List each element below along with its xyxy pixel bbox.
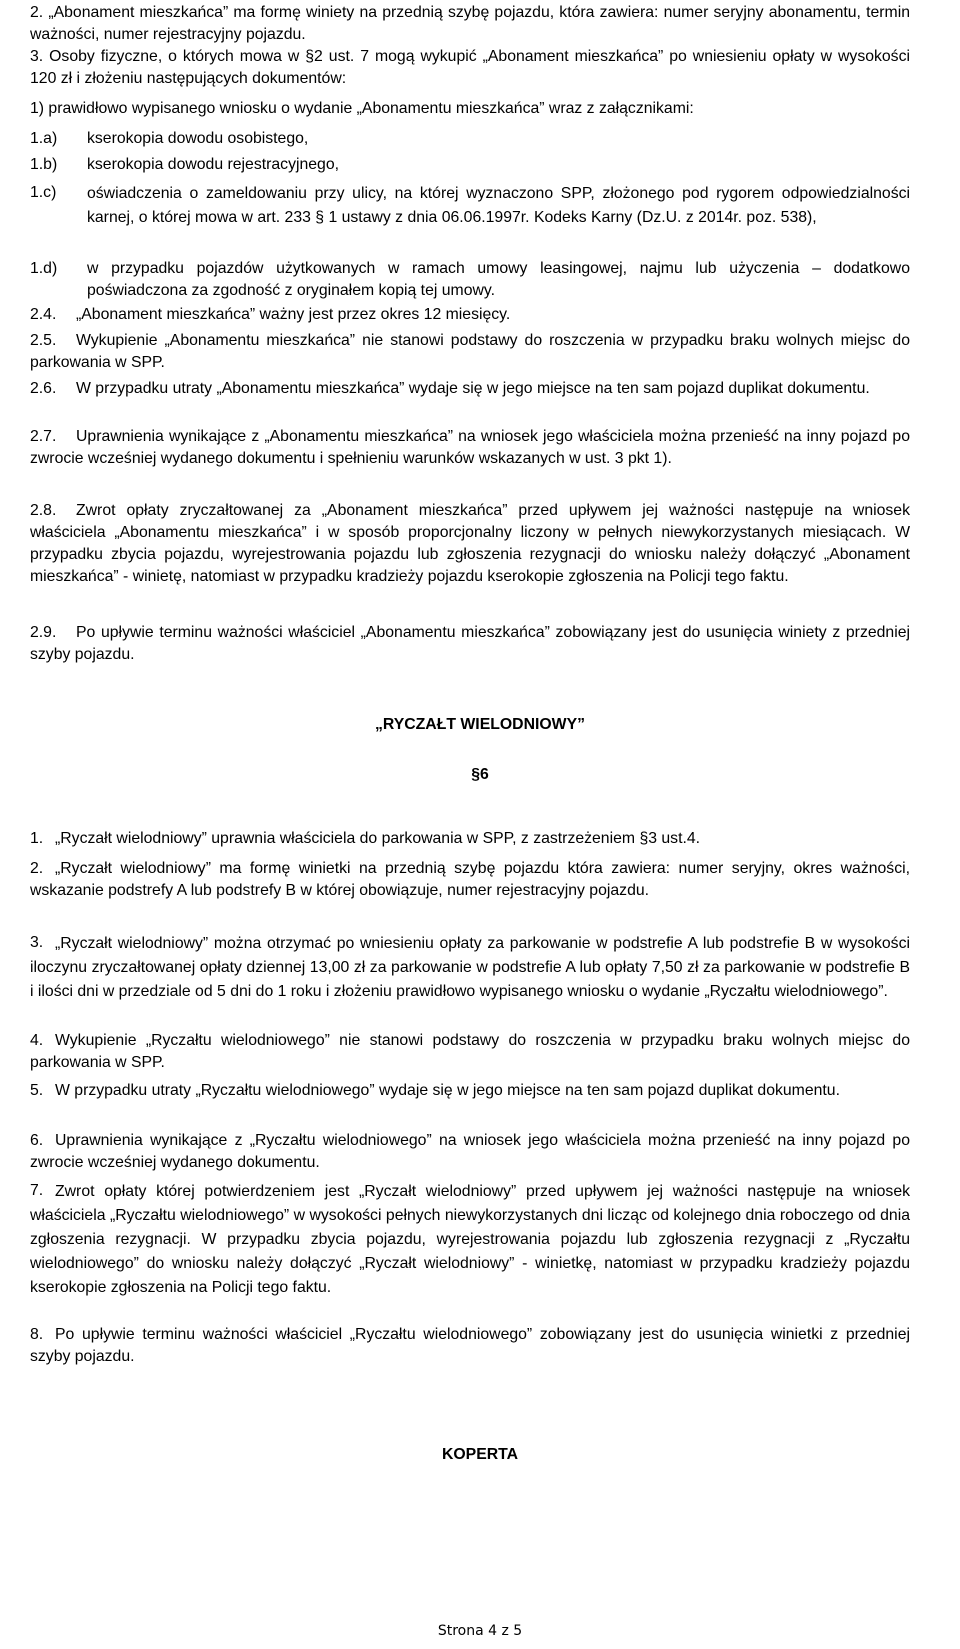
paragraph-number: §6 [471, 766, 489, 783]
sub-item [30, 182, 910, 230]
section-text: Po upływie terminu ważności właściciel „Abonamentu mieszkańca” zobowiązany jest do usunięcia winiety z przedniej szyby pojazdu. [30, 624, 910, 663]
section-item [30, 500, 910, 588]
list-item-text: „Ryczałt wielodniowy” uprawnia właściciela do parkowania w SPP, z zastrzeżeniem §3 ust.4. [55, 830, 701, 847]
list-item-text: „Ryczałt wielodniowy” ma formę winietki na przednią szybę pojazdu która zawiera: numer seryjny, okres ważności, wskazanie podstrefy A lub podstrefy B w której obowiązuje, numer rejestracyjny pojazdu. [30, 860, 910, 899]
list-item [30, 1180, 910, 1300]
paragraph-2: 2. „Abonament mieszkańca” ma formę winiety na przednią szybę pojazdu, która zawiera: numer seryjny abonamentu, termin ważności, numer rejestracyjny pojazdu. [30, 4, 910, 43]
section-text: W przypadku utraty „Abonamentu mieszkańca” wydaje się w jego miejsce na ten sam pojazd duplikat dokumentu. [76, 380, 870, 397]
section-heading: „RYCZAŁT WIELODNIOWY” [374, 716, 586, 733]
sub-item-label: 1.a) [30, 130, 58, 147]
section-item [30, 378, 910, 400]
section-text: Uprawnienia wynikające z „Abonamentu mieszkańca” na wniosek jego właściciela można przenieść na inny pojazd po zwrocie wcześniej wydanego dokumentu i spełnieniu warunków wskazanych w ust. 3 pkt 1). [30, 428, 910, 467]
list-item-label: 7. [30, 1182, 44, 1199]
list-item [30, 1030, 910, 1074]
list-item-text: Uprawnienia wynikające z „Ryczałtu wielodniowego” na wniosek jego właściciela można przenieść na inny pojazd po zwrocie wcześniej wydanego dokumentu. [30, 1132, 910, 1171]
section-item [30, 426, 910, 470]
section-item [30, 622, 910, 666]
list-item [30, 828, 910, 850]
list-item-label: 4. [30, 1032, 44, 1049]
list-item-label: 2. [30, 860, 44, 877]
list-item-text: „Ryczałt wielodniowy” można otrzymać po wniesieniu opłaty za parkowanie w podstrefie A lub podstrefie B w wysokości iloczynu zryczałtowanej opłaty dziennej 13,00 zł za parkowanie w podstrefie A lub opłaty 7,50 zł za parkowanie w podstrefie B i ilości dni w przedziale od 5 dni do 1 roku i złożeniu prawidłowo wypisanego wniosku o wydanie „Ryczałtu wielodniowego”. [30, 935, 910, 1000]
list-item-label: 5. [30, 1082, 44, 1099]
sub-item-label: 1.b) [30, 156, 58, 173]
list-item-label: 6. [30, 1132, 44, 1149]
list-item-text: Po upływie terminu ważności właściciel „Ryczałtu wielodniowego” zobowiązany jest do usunięcia winietki z przedniej szyby pojazdu. [30, 1326, 910, 1365]
sub-item-text: w przypadku pojazdów użytkowanych w ramach umowy leasingowej, najmu lub użyczenia – dodatkowo poświadczona za zgodność z oryginałem kopią tej umowy. [87, 260, 910, 299]
sub-item-text: kserokopia dowodu rejestracyjnego, [87, 156, 340, 173]
list-item [30, 1130, 910, 1174]
section-label: 2.8. [30, 502, 57, 519]
list-item-label: 1. [30, 830, 44, 847]
section-item [30, 304, 910, 326]
list-item [30, 1324, 910, 1368]
list-item [30, 858, 910, 902]
paragraph-3-1: 1) prawidłowo wypisanego wniosku o wydanie „Abonamentu mieszkańca” wraz z załącznikami: [30, 100, 694, 117]
section-label: 2.6. [30, 380, 57, 397]
paragraph-3: 3. Osoby fizyczne, o których mowa w §2 ust. 7 mogą wykupić „Abonament mieszkańca” po wniesieniu opłaty w wysokości 120 zł i złożeniu następujących dokumentów: [30, 48, 910, 87]
section-text: „Abonament mieszkańca” ważny jest przez okres 12 miesięcy. [76, 306, 511, 323]
sub-item [30, 128, 910, 150]
list-item-text: Wykupienie „Ryczałtu wielodniowego” nie stanowi podstawy do roszczenia w przypadku braku wolnych miejsc do parkowania w SPP. [30, 1032, 910, 1071]
section-heading-koperta: KOPERTA [441, 1446, 519, 1463]
section-label: 2.9. [30, 624, 57, 641]
list-item-label: 8. [30, 1326, 44, 1343]
section-label: 2.5. [30, 332, 57, 349]
list-item-text: W przypadku utraty „Ryczałtu wielodniowego” wydaje się w jego miejsce na ten sam pojazd duplikat dokumentu. [55, 1082, 840, 1099]
sub-item-text: oświadczenia o zameldowaniu przy ulicy, na której wyznaczono SPP, złożonego pod rygorem odpowiedzialności karnej, o której mowa w art. 233 § 1 ustawy z dnia 06.06.1997r. Kodeks Karny (Dz.U. z 2014r. poz. 538), [87, 185, 910, 226]
page-footer: Strona 4 z 5 [437, 1623, 523, 1639]
sub-item-label: 1.d) [30, 260, 58, 277]
section-label: 2.4. [30, 306, 57, 323]
sub-item [30, 258, 910, 302]
section-text: Wykupienie „Abonamentu mieszkańca” nie stanowi podstawy do roszczenia w przypadku braku wolnych miejsc do parkowania w SPP. [30, 332, 910, 371]
list-item [30, 932, 910, 1004]
list-item [30, 1080, 910, 1102]
list-item-label: 3. [30, 934, 44, 951]
sub-item-label: 1.c) [30, 184, 57, 201]
sub-item [30, 154, 910, 176]
list-item-text: Zwrot opłaty której potwierdzeniem jest „Ryczałt wielodniowy” przed upływem jej ważności następuje na wniosek właściciela „Ryczałtu wielodniowego” w wysokości pełnych niewykorzystanych dni licząc od kolejnego dnia roboczego od dnia zgłoszenia rezygnacji. W przypadku zbycia pojazdu, wyrejestrowania pojazdu lub zgłoszenia rezygnacji z „Ryczałtu wielodniowego” do wniosku należy dołączyć „Ryczałt wielodniowy” - winietkę, natomiast w przypadku kradzieży pojazdu kserokopie zgłoszenia na Policji tego faktu. [30, 1183, 910, 1296]
section-item [30, 330, 910, 374]
sub-item-text: kserokopia dowodu osobistego, [87, 130, 309, 147]
section-label: 2.7. [30, 428, 57, 445]
section-text: Zwrot opłaty zryczałtowanej za „Abonament mieszkańca” przed upływem jej ważności następuje na wniosek właściciela „Abonamentu mieszkańca” i w sposób proporcjonalny liczony w pełnych niewykorzystanych miesiącach. W przypadku zbycia pojazdu, wyrejestrowania pojazdu lub zgłoszenia rezygnacji do wniosku należy dołączyć „Abonament mieszkańca” - winietę, natomiast w przypadku kradzieży pojazdu kserokopie zgłoszenia na Policji tego faktu. [30, 502, 910, 585]
